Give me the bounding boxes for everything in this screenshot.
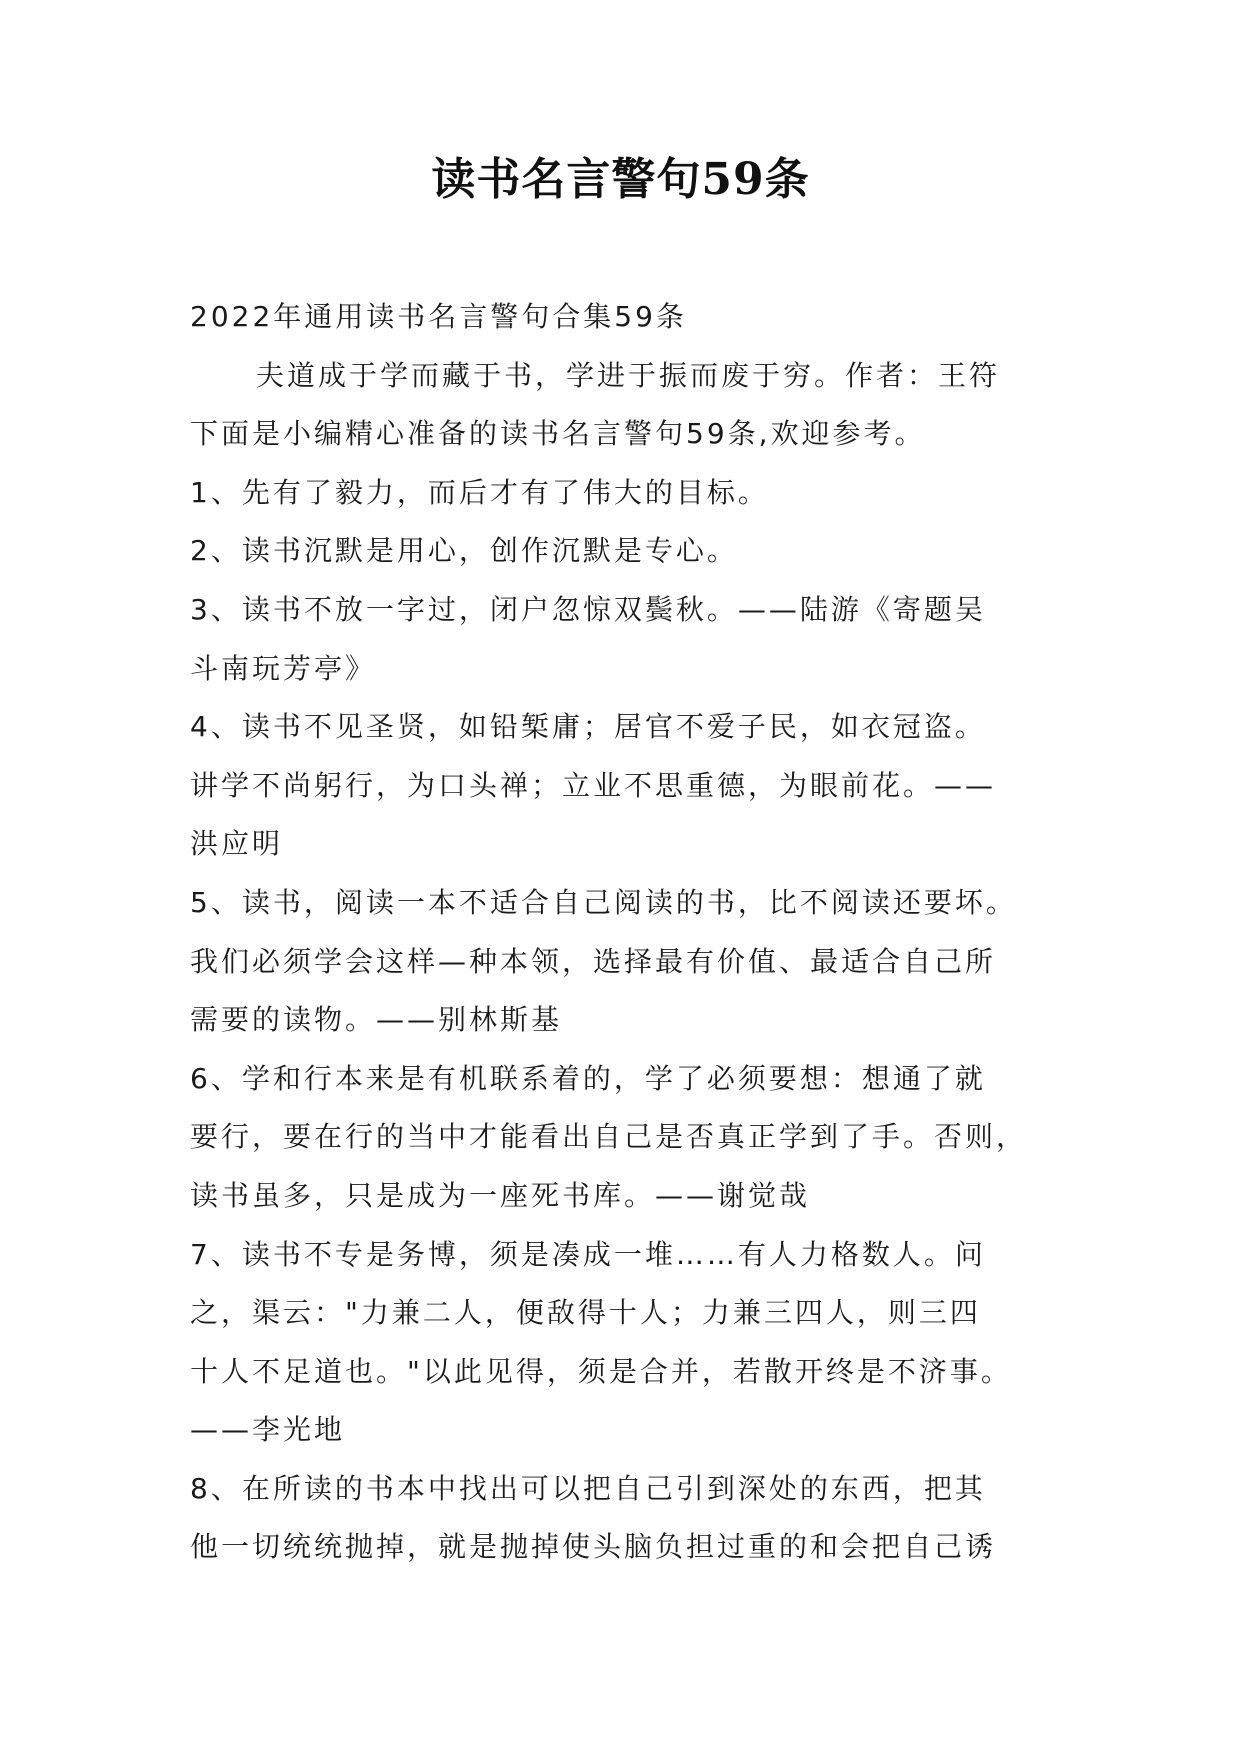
- quote-line: 4、读书不见圣贤，如铅椠庸；居官不爱子民，如衣冠盗。: [190, 710, 986, 744]
- quote-line: 斗南玩芳亭》: [190, 651, 377, 685]
- quote-line: 7、读书不专是务博，须是凑成一堆……有人力格数人。问: [190, 1237, 986, 1271]
- quote-line: 讲学不尚躬行，为口头禅；立业不思重德，为眼前花。——: [190, 768, 997, 802]
- quote-line: 洪应明: [190, 827, 284, 861]
- quote-line: 6、学和行本来是有机联系着的，学了必须要想：想通了就: [190, 1061, 986, 1095]
- document-body: [190, 288, 1050, 1577]
- quote-line: 要行，要在行的当中才能看出自己是否真正学到了手。否则，: [190, 1120, 1028, 1154]
- quote-line: 8、在所读的书本中找出可以把自己引到深处的东西，把其: [190, 1471, 986, 1505]
- quote-line: 3、读书不放一字过，闭户忽惊双鬓秋。——陆游《寄题吴: [190, 592, 986, 626]
- document-title: 读书名言警句59条: [431, 154, 810, 205]
- quote-line: 十人不足道也。"以此见得，须是合并，若散开终是不济事。: [190, 1354, 1012, 1388]
- intro-line: 下面是小编精心准备的读书名言警句59条,欢迎参考。: [190, 417, 926, 451]
- quote-line: 之，渠云："力兼二人，便敌得十人；力兼三四人，则三四: [190, 1296, 981, 1330]
- quote-line: 1、先有了毅力，而后才有了伟大的目标。: [190, 475, 769, 509]
- quote-line: 他一切统统抛掉，就是抛掉使头脑负担过重的和会把自己诱: [190, 1530, 997, 1564]
- subtitle-line: 2022年通用读书名言警句合集59条: [190, 300, 687, 333]
- quote-line: 2、读书沉默是用心，创作沉默是专心。: [190, 534, 738, 568]
- quote-line: 读书虽多，只是成为一座死书库。——谢觉哉: [190, 1178, 811, 1212]
- intro-quote-line: 夫道成于学而藏于书，学进于振而废于穷。作者：王符: [256, 358, 1001, 392]
- quote-line: ——李光地: [190, 1413, 346, 1447]
- quote-line: 5、读书，阅读一本不适合自己阅读的书，比不阅读还要坏。: [190, 885, 1017, 919]
- quote-line: 我们必须学会这样—种本领，选择最有价值、最适合自己所: [190, 944, 997, 978]
- quote-line: 需要的读物。——别林斯基: [190, 1003, 563, 1037]
